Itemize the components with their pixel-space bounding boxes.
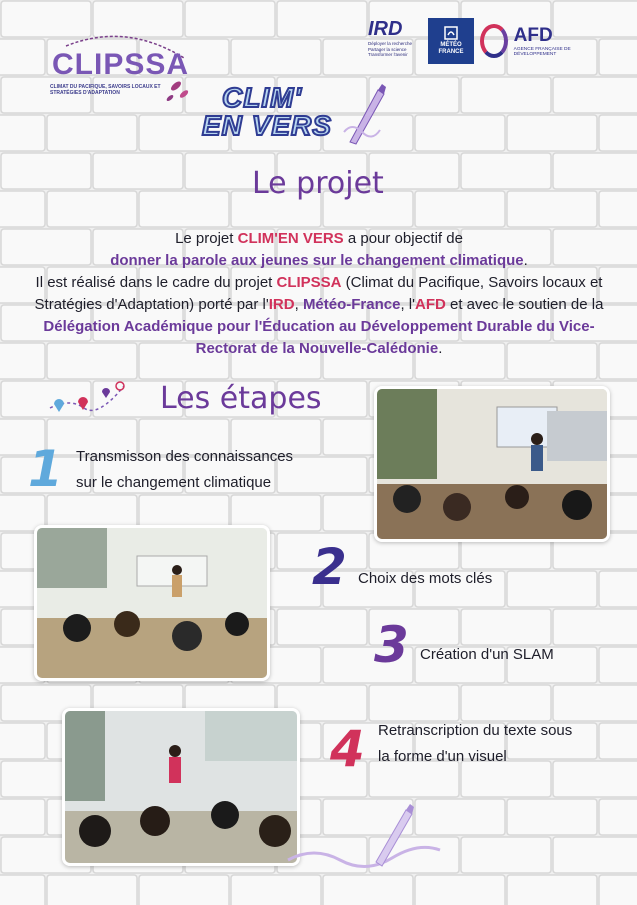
intro-text: . [523,252,528,269]
step-4-text [378,718,572,770]
step-text-line: Choix des mots clés [358,570,493,587]
climenvers-line1: CLIM' [222,82,303,113]
objective-text: donner la parole aux jeunes sur le changement climatique [110,252,524,269]
step-number: 3 [374,616,409,674]
afd-ring-icon [480,24,508,58]
intro-text: (Climat du Pacifique, Savoirs locaux et Stratégies d'Adaptation) porté par l' [34,274,603,313]
classroom-photo-1 [374,386,610,542]
map-pins-icon [44,378,130,414]
step-text-line: la forme d'un visuel [378,748,507,765]
intro-text: , [294,296,303,313]
decorative-pen-wave-icon [284,800,444,870]
ird-logo [368,18,426,64]
clipssa-wordmark: CLIPSSA [52,48,190,81]
meteo-mark-icon [444,26,458,40]
meteo-name: Météo-France [302,296,401,313]
intro-text: . [438,340,443,357]
step-number: 4 [330,720,365,778]
ird-tagline: Déployer la recherche Partager la science Transformer l'avenir [368,41,413,57]
intro-text: , l' [400,296,415,313]
step-3-number [374,616,409,674]
clipssa-name: CLIPSSA [276,274,342,291]
intro-text: et avec le soutien de la [445,296,604,313]
ird-name: IRD [268,296,295,313]
step-2-number [312,538,347,596]
classroom-photo-2 [34,525,270,681]
clipssa-subtitle: CLIMAT DU PACIFIQUE, SAVOIRS LOCAUX ET STRATÉGIES D'ADAPTATION [50,84,161,96]
clipssa-logo [46,28,196,108]
afd-tagline: AGENCE FRANÇAISE DE DÉVELOPPEMENT [513,46,571,57]
step-text-line: Retranscription du texte sous [378,722,573,739]
step-text-line: sur le changement climatique [76,474,272,491]
step-1-number [28,440,63,498]
afd-logo [480,18,590,64]
step-text-line: Création d'un SLAM [420,646,554,663]
step-4-number [330,720,365,778]
step-3-text [420,642,554,668]
intro-text: Il est réalisé dans le cadre du projet [35,274,277,291]
meteo-wordmark: MÉTÉO FRANCE [438,42,464,55]
step-2-text [358,566,492,592]
climenvers-logo [200,82,400,148]
intro-paragraph [20,228,618,360]
step-number: 2 [312,538,347,596]
intro-text: a pour objectif de [343,230,463,247]
afd-wordmark: AFD [513,24,553,46]
step-1-text [76,444,293,496]
pen-icon [342,82,392,148]
step-number: 1 [28,440,63,498]
section-title-project: Le projet [252,166,384,201]
classroom-photo-3 [62,708,300,866]
step-text-line: Transmisson des connaissances [76,448,294,465]
delegation-name: Délégation Académique pour l'Éducation au Développement Durable du Vice-Rectorat de la Nouvelle-Calédonie [43,318,595,357]
intro-text: Le projet [175,230,238,247]
afd-name: AFD [415,296,446,313]
section-title-steps: Les étapes [160,381,322,416]
climenvers-line2: EN VERS [202,110,332,141]
project-name: CLIM'EN VERS [237,230,344,247]
ird-wordmark: IRD [368,18,403,40]
meteo-france-logo [428,18,474,64]
